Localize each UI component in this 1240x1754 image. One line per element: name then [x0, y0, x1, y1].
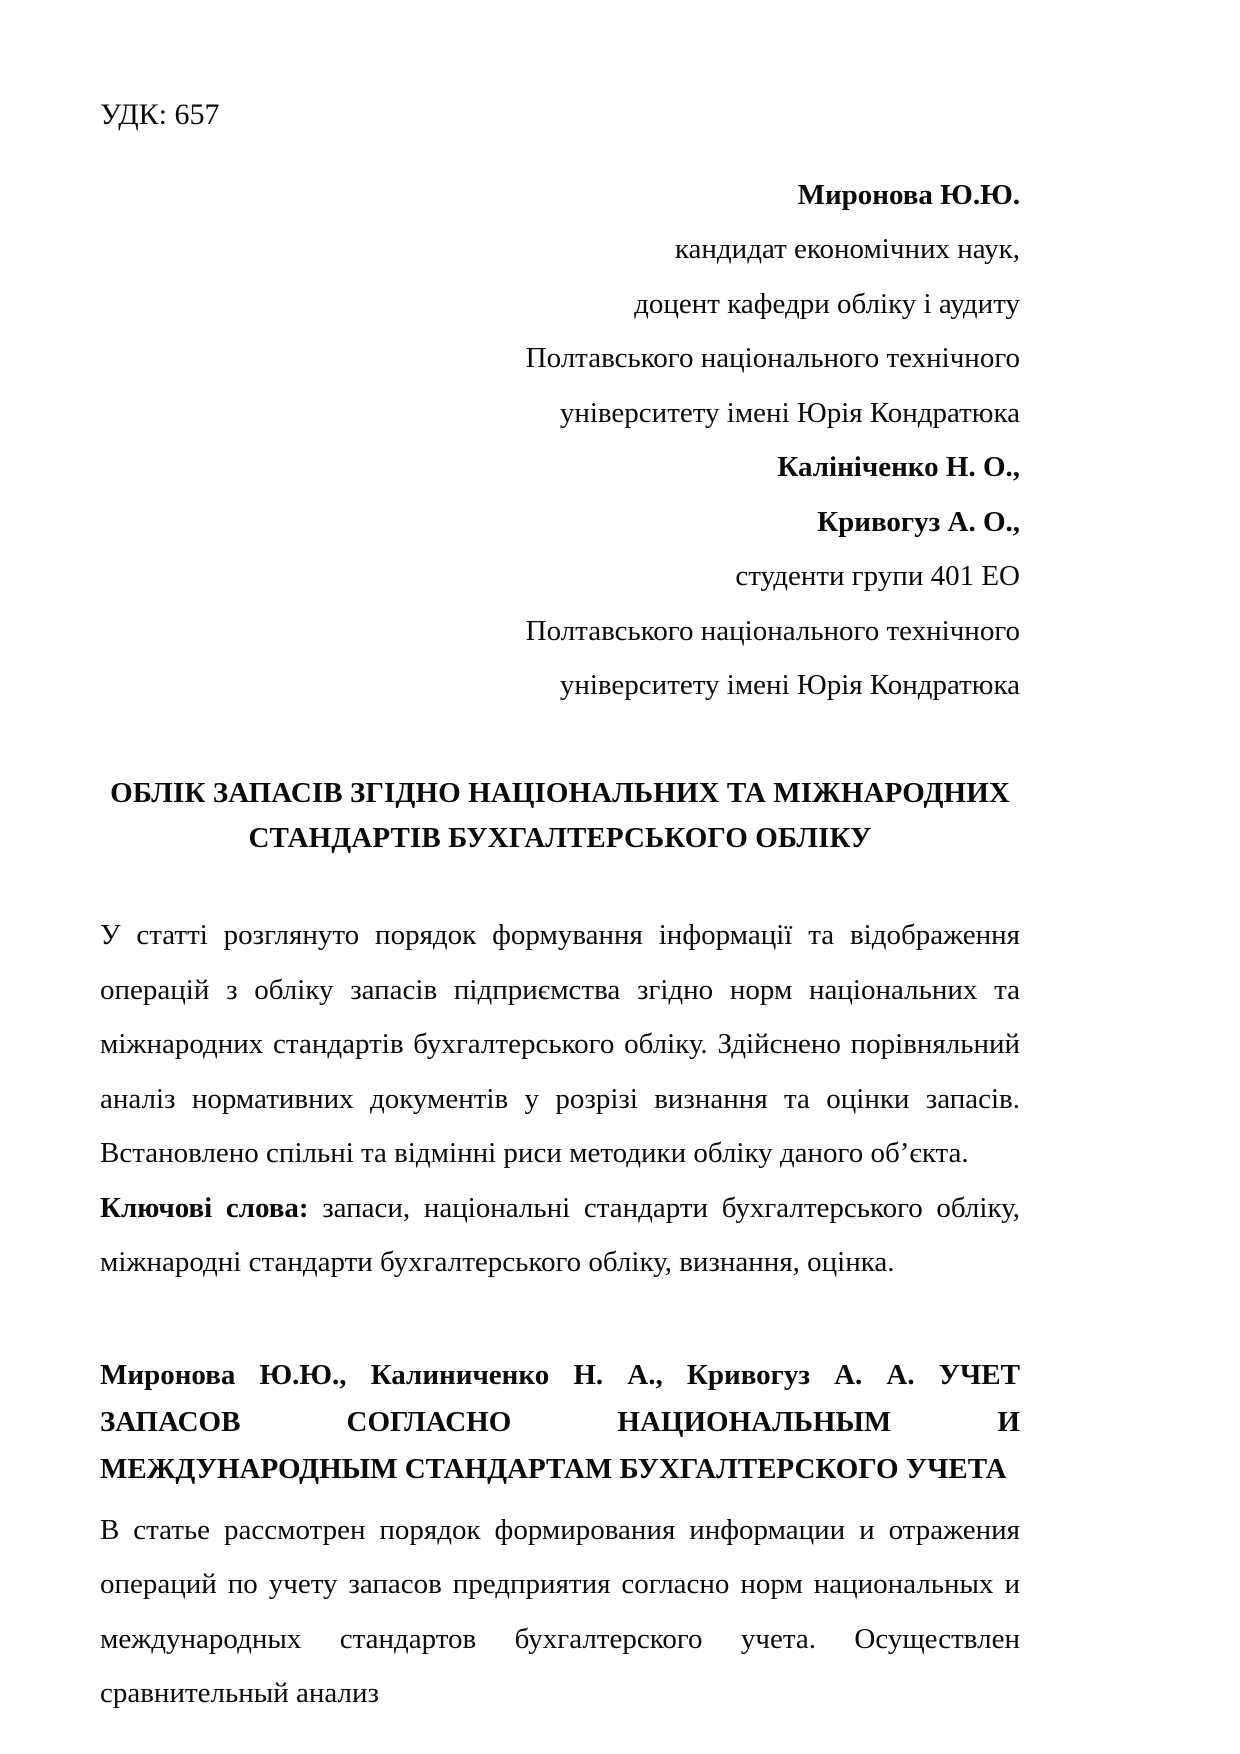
author-affiliation-block — [100, 168, 1020, 713]
author-name-kalinichenko: Калініченко Н. О., — [777, 451, 1020, 484]
author-name-mironova: Миронова Ю.Ю. — [797, 178, 1020, 211]
affiliation-position: доцент кафедри обліку і аудиту — [634, 287, 1020, 320]
page-title — [100, 771, 1020, 863]
affiliation-university-line1: Полтавського національного технічного — [525, 342, 1020, 375]
affiliation-university-line4: університету імені Юрія Кондратюка — [559, 669, 1020, 702]
author-name-kryvohuz: Кривогуз А. О., — [817, 505, 1020, 538]
abstract-ukrainian: У статті розглянуто порядок формування інформації та відображення операцій з обліку запасів підприємства згідно норм національних та міжнародних стандартів бухгалтерського обліку. Здійснено порівняльний аналіз нормативних документів у розрізі визнання та оцінки запасів. Встановлено спільні та відмінні риси методики обліку даного об’єкта. — [100, 919, 1020, 1170]
page-title-line-1: ОБЛІК ЗАПАСІВ ЗГІДНО НАЦІОНАЛЬНИХ ТА МІЖНАРОДНИХ — [110, 776, 1010, 809]
affiliation-degree: кандидат економічних наук, — [674, 233, 1020, 266]
keywords-ukrainian — [100, 1181, 1020, 1290]
affiliation-student-group: студенти групи 401 ЕО — [735, 560, 1020, 593]
page-content — [100, 96, 1020, 1721]
udc-code: УДК: 657 — [100, 98, 220, 131]
keywords-list: запаси, національні стандарти бухгалтерського обліку, міжнародні стандарти бухгалтерського обліку, визнання, оцінка. — [100, 1191, 1020, 1279]
abstract-russian: В статье рассмотрен порядок формирования информации и отражения операций по учету запасов предприятия согласно норм национальных и международных стандартов бухгалтерского учета. Осуществлен сравнительный анализ — [100, 1513, 1020, 1710]
page-title-line-2: СТАНДАРТІВ БУХГАЛТЕРСЬКОГО ОБЛІКУ — [248, 822, 872, 855]
affiliation-university-line3: Полтавського національного технічного — [525, 614, 1020, 647]
affiliation-university-line2: університету імені Юрія Кондратюка — [559, 396, 1020, 429]
heading-russian: Миронова Ю.Ю., Калиниченко Н. А., Кривогуз А. А. УЧЕТ ЗАПАСОВ СОГЛАСНО НАЦИОНАЛЬНЫМ И МЕЖДУНАРОДНЫМ СТАНДАРТАМ БУХГАЛТЕРСКОГО УЧЕТА — [100, 1358, 1020, 1485]
keywords-label: Ключові слова: — [100, 1191, 309, 1224]
